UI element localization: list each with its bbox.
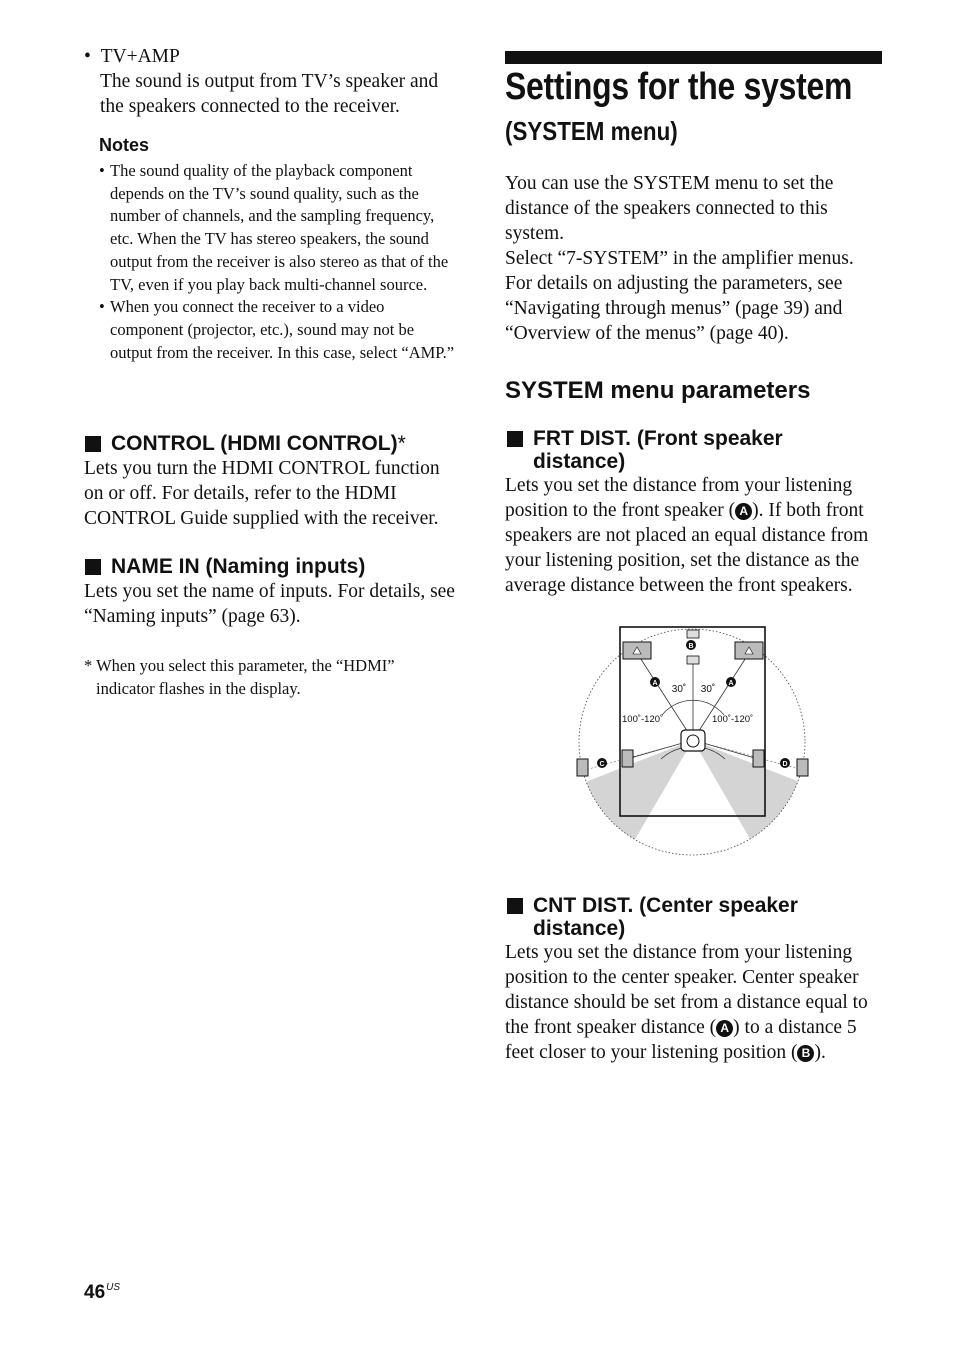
surround-left-angle-label: 100˚-120˚ — [622, 714, 664, 725]
center-speaker-near-icon — [687, 656, 699, 664]
intro-text — [505, 171, 883, 346]
note-item: • When you connect the receiver to a video component (projector, etc.), sound may not be output from the receiver. In this case, select “AMP.” — [99, 296, 459, 364]
left-surround-area — [575, 740, 693, 865]
footnote-line: * When you select this parameter, the “HDMI” — [84, 656, 395, 675]
label-b-icon: B — [797, 1045, 814, 1062]
square-bullet-icon — [85, 436, 101, 452]
footnote — [84, 654, 464, 700]
surround-right-speaker-icon — [753, 750, 764, 767]
cnt-dist-description: Lets you set the distance from your listening position to the center speaker. Center speaker distance should be set from a distance equal to the front speaker distance ( A ) to a distance 5 feet closer to your listening position ( B ). — [505, 942, 868, 1063]
diagram-label-d: D — [782, 761, 788, 768]
name-in-heading: NAME IN (Naming inputs) — [84, 555, 365, 578]
square-bullet-icon — [85, 559, 101, 575]
frt-dist-heading: FRT DIST. (Front speaker distance) — [506, 427, 783, 473]
diagram-label-b: B — [688, 643, 694, 650]
diagram-label-a: A — [652, 680, 658, 687]
surround-left-far-speaker-icon — [577, 759, 588, 776]
tv-amp-option — [84, 44, 464, 119]
square-bullet-icon — [507, 898, 523, 914]
tv-amp-description: The sound is output from TV’s speaker and the speakers connected to the receiver. — [100, 71, 439, 117]
cnt-dist-heading: CNT DIST. (Center speaker distance) — [506, 894, 798, 940]
center-speaker-icon — [687, 630, 699, 638]
section-heading: SYSTEM menu parameters — [505, 377, 811, 404]
page-number: $46^{US}$ — [84, 1282, 121, 1303]
diagram-label-c: C — [599, 761, 605, 768]
page-subtitle: (SYSTEM menu) — [505, 116, 678, 146]
notes-heading: Notes — [99, 135, 150, 155]
angle-left-label: 30˚ — [671, 684, 687, 695]
label-a-icon: A — [735, 503, 752, 520]
tv-amp-title: • TV+AMP — [84, 46, 180, 67]
control-description: Lets you turn the HDMI CONTROL function on or off. For details, refer to the HDMI CONTROL Guide supplied with the receiver. — [84, 458, 440, 529]
intro-paragraph: Select “7-SYSTEM” in the amplifier menus. For details on adjusting the parameters, see “Navigating through menus” (page 39) and “Overview of the menus” (page 40). — [505, 248, 854, 344]
label-a-icon: A — [716, 1020, 733, 1037]
notes-list — [99, 160, 459, 364]
square-bullet-icon — [507, 431, 523, 447]
surround-left-speaker-icon — [622, 750, 633, 767]
page-title: Settings for the system — [505, 66, 853, 108]
diagram-label-a: A — [728, 680, 734, 687]
intro-paragraph: You can use the SYSTEM menu to set the distance of the speakers connected to this system. — [505, 173, 834, 244]
right-surround-area — [693, 740, 810, 865]
name-in-description: Lets you set the name of inputs. For details, see “Naming inputs” (page 63). — [84, 581, 455, 627]
note-item: • The sound quality of the playback component depends on the TV’s sound quality, such as the number of channels, and the sampling frequency, etc. When the TV has stereo speakers, the sound output from the receiver is also stereo as that of the TV, even if you play back multi-channel source. — [99, 160, 459, 296]
frt-dist-description: Lets you set the distance from your listening position to the front speaker ( A ). If both front speakers are not placed an equal distance from your listening position, set the distance as the average distance between the front speakers. — [505, 475, 869, 596]
surround-right-far-speaker-icon — [797, 759, 808, 776]
angle-right-label: 30˚ — [700, 684, 716, 695]
title-rule — [505, 51, 882, 64]
control-heading: CONTROL (HDMI CONTROL)* — [84, 432, 406, 455]
speaker-placement-diagram — [575, 620, 810, 865]
surround-right-angle-label: 100˚-120˚ — [712, 714, 754, 725]
footnote-line: indicator flashes in the display. — [96, 679, 301, 698]
